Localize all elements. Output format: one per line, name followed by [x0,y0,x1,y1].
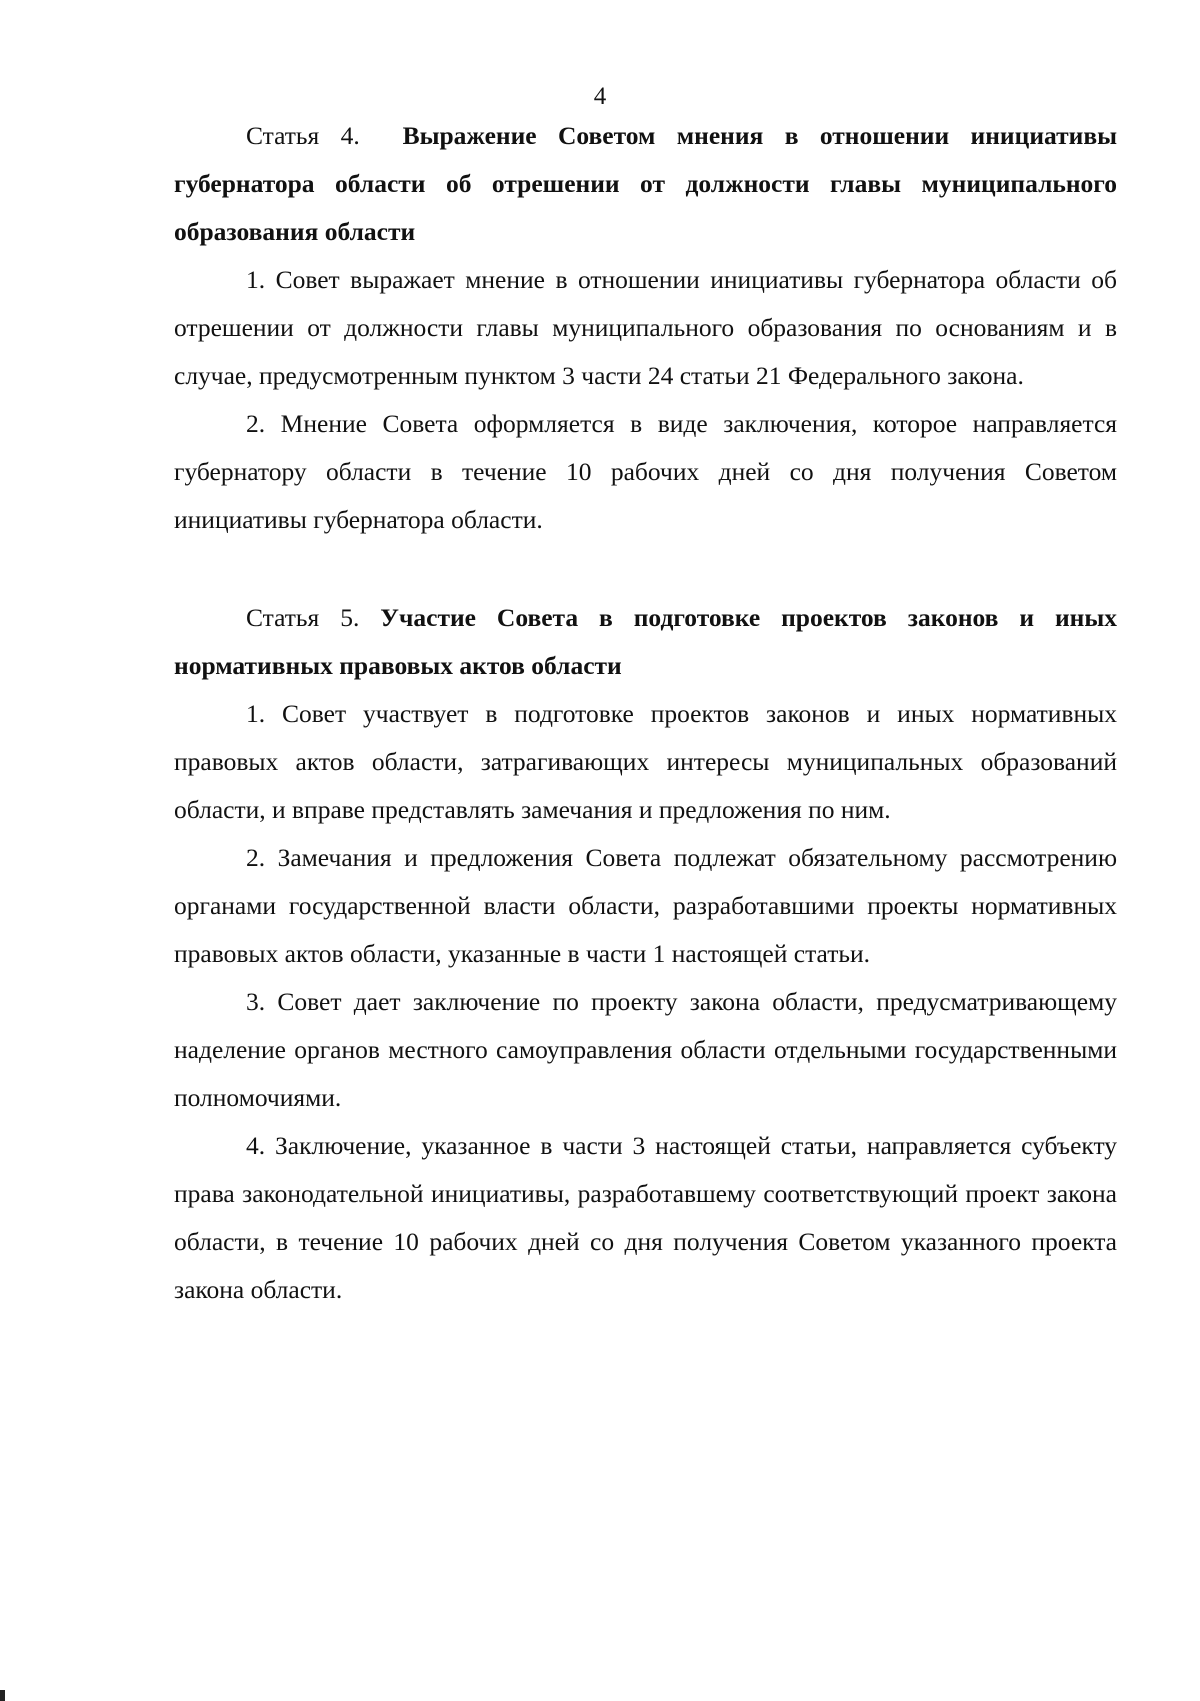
article-4-paragraph-1: 1. Совет выражает мнение в отношении инициативы губернатора области об отрешении от должности главы муниципального образования по основаниям и в случае, предусмотренным пунктом 3 части 24 статьи 21 Федерального закона. [174,265,1117,390]
article-5-title: Участие Совета в подготовке проектов законов и иных нормативных правовых актов области [174,603,1117,680]
article-4-heading [174,112,1117,256]
article-5-paragraph-4: 4. Заключение, указанное в части 3 настоящей статьи, направляется субъекту права законодательной инициативы, разработавшему соответствующий проект закона области, в течение 10 рабочих дней со дня получения Советом указанного проекта закона области. [174,1131,1117,1304]
article-4-label: Статья 4. [246,121,360,150]
article-5 [174,594,1117,1314]
article-5-paragraph-1: 1. Совет участвует в подготовке проектов законов и иных нормативных правовых актов области, затрагивающих интересы муниципальных образований области, и вправе представлять замечания и предложения по ним. [174,699,1117,824]
article-4-title: Выражение Советом мнения в отношении инициативы губернатора области об отрешении от должности главы муниципального образования области [174,121,1118,246]
article-4-paragraph-2: 2. Мнение Совета оформляется в виде заключения, которое направляется губернатору области в течение 10 рабочих дней со дня получения Советом инициативы губернатора области. [174,409,1117,534]
article-5-label: Статья 5. [246,603,360,632]
article-5-heading [174,594,1117,690]
scan-edge-mark [0,1690,5,1701]
article-5-paragraph-2: 2. Замечания и предложения Совета подлежат обязательному рассмотрению органами государственной власти области, разработавшими проекты нормативных правовых актов области, указанные в части 1 настоящей статьи. [174,843,1117,968]
article-5-paragraph-3: 3. Совет дает заключение по проекту закона области, предусматривающему наделение органов местного самоуправления области отдельными государственными полномочиями. [174,987,1117,1112]
article-4 [174,112,1117,544]
page-number: 4 [593,83,607,110]
document-body [174,112,1117,1314]
